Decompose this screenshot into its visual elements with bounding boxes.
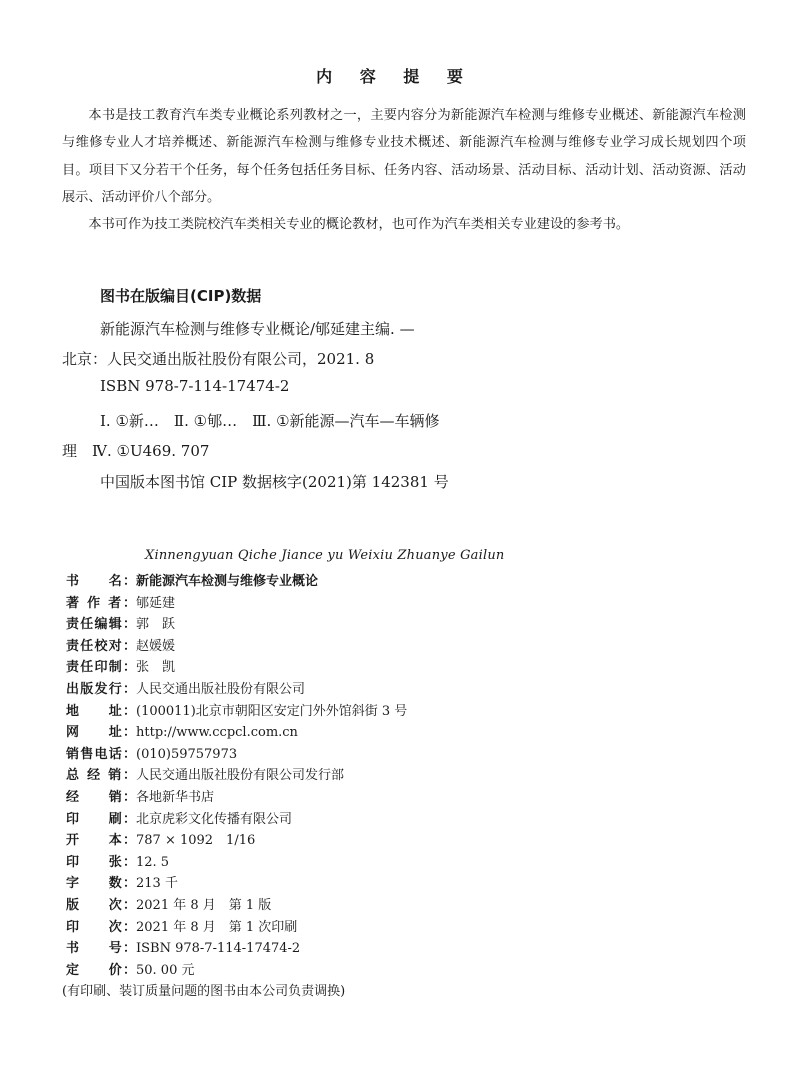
summary-section <box>62 102 746 238</box>
summary-paragraph: 本书是技工教育汽车类专业概论系列教材之一，主要内容分为新能源汽车检测与维修专业概述、新能源汽车检测与维修专业人才培养概述、新能源汽车检测与维修专业技术概述、新能源汽车检测与维修专业学习成长规划四个项目。项目下又分若干个任务，每个任务包括任务目标、任务内容、活动场景、活动目标、活动计划、活动资源、活动展示、活动评价八个部分。 <box>62 108 746 205</box>
colophon-value: 新能源汽车检测与维修专业概论 <box>136 574 319 589</box>
cip-publisher-line: 北京：人民交通出版社股份有限公司，2021. 8 <box>62 350 375 368</box>
colophon-label: 版 次： <box>66 897 136 913</box>
colophon-row-book-number <box>66 938 407 960</box>
colophon-label: 责任编辑： <box>66 617 136 633</box>
colophon-value: 2021 年 8 月 第 1 版 <box>136 897 272 913</box>
colophon-value: 郇延建 <box>136 595 176 611</box>
colophon-row-distributor <box>66 787 407 809</box>
colophon-label: 销售电话： <box>66 746 136 762</box>
colophon-row-word-count <box>66 873 407 895</box>
colophon-label: 印 张： <box>66 854 136 870</box>
colophon-value: 787 × 1092 1/16 <box>136 833 256 849</box>
colophon-value: 人民交通出版社股份有限公司发行部 <box>136 768 345 784</box>
colophon-row-format <box>66 830 407 852</box>
colophon-label: 印 次： <box>66 919 136 935</box>
colophon-label: 责任校对： <box>66 638 136 654</box>
colophon-label: 字 数： <box>66 876 136 892</box>
colophon-label: 著 作 者： <box>66 595 136 611</box>
summary-title: 内 容 提 要 <box>316 67 474 86</box>
colophon-value: 各地新华书店 <box>136 789 215 805</box>
colophon-label: 定 价： <box>66 962 136 978</box>
colophon-value: 2021 年 8 月 第 1 次印刷 <box>136 919 298 935</box>
colophon-value: 50. 00 元 <box>136 962 195 978</box>
colophon <box>62 571 408 1003</box>
colophon-value: ISBN 978-7-114-17474-2 <box>136 941 301 957</box>
cip-classification-line: 理 Ⅳ. ①U469. 707 <box>62 442 210 460</box>
colophon-label: 网 址： <box>66 725 136 741</box>
colophon-row-sheets <box>66 852 407 874</box>
colophon-label: 书 名： <box>66 574 136 589</box>
colophon-row-general-distributor <box>66 765 407 787</box>
cip-record-number-line: 中国版本图书馆 CIP 数据核字(2021)第 142381 号 <box>100 473 449 491</box>
colophon-row-website <box>66 722 407 744</box>
cip-title-line: 新能源汽车检测与维修专业概论/郇延建主编. — <box>100 320 415 338</box>
colophon-label: 书 号： <box>66 941 136 957</box>
cip-isbn-line: ISBN 978-7-114-17474-2 <box>100 377 290 395</box>
colophon-row-address <box>66 701 407 723</box>
colophon-value: 12. 5 <box>136 854 170 870</box>
colophon-row-editor <box>66 614 407 636</box>
cip-heading: 图书在版编目(CIP)数据 <box>100 287 262 305</box>
colophon-row-printing-supervisor <box>66 657 407 679</box>
quality-note: (有印刷、装订质量问题的图书由本公司负责调换) <box>62 984 346 1000</box>
colophon-value: http://www.ccpcl.com.cn <box>136 725 298 741</box>
colophon-label: 印 刷： <box>66 811 136 827</box>
colophon-row-printing <box>66 917 407 939</box>
colophon-value: 郭 跃 <box>136 617 176 633</box>
colophon-value: (100011)北京市朝阳区安定门外外馆斜街 3 号 <box>136 703 408 719</box>
colophon-label: 经 销： <box>66 789 136 805</box>
colophon-value: 213 千 <box>136 876 178 892</box>
colophon-row-sales-phone <box>66 744 407 766</box>
colophon-label: 开 本： <box>66 833 136 849</box>
colophon-value: 赵媛媛 <box>136 638 176 654</box>
colophon-label: 出版发行： <box>66 681 136 697</box>
colophon-row-price <box>66 960 407 982</box>
pinyin-title: Xinnengyuan Qiche Jiance yu Weixiu Zhuanye Gailun <box>145 548 505 563</box>
colophon-row-publisher <box>66 679 407 701</box>
colophon-value: 北京虎彩文化传播有限公司 <box>136 811 293 827</box>
colophon-row-proofreader <box>66 636 407 658</box>
colophon-row-author <box>66 593 407 615</box>
colophon-row-printer <box>66 809 407 831</box>
colophon-label: 地 址： <box>66 703 136 719</box>
colophon-row-edition <box>66 895 407 917</box>
colophon-row-title <box>66 571 407 593</box>
colophon-label: 责任印制： <box>66 660 136 676</box>
colophon-value: (010)59757973 <box>136 746 238 762</box>
colophon-value: 人民交通出版社股份有限公司 <box>136 681 306 697</box>
summary-paragraph: 本书可作为技工类院校汽车类相关专业的概论教材，也可作为汽车类相关专业建设的参考书。 <box>88 217 630 233</box>
colophon-label: 总 经 销： <box>66 768 136 784</box>
cip-subject-line: Ⅰ. ①新… Ⅱ. ①郇… Ⅲ. ①新能源—汽车—车辆修 <box>100 412 440 430</box>
colophon-value: 张 凯 <box>136 660 176 676</box>
